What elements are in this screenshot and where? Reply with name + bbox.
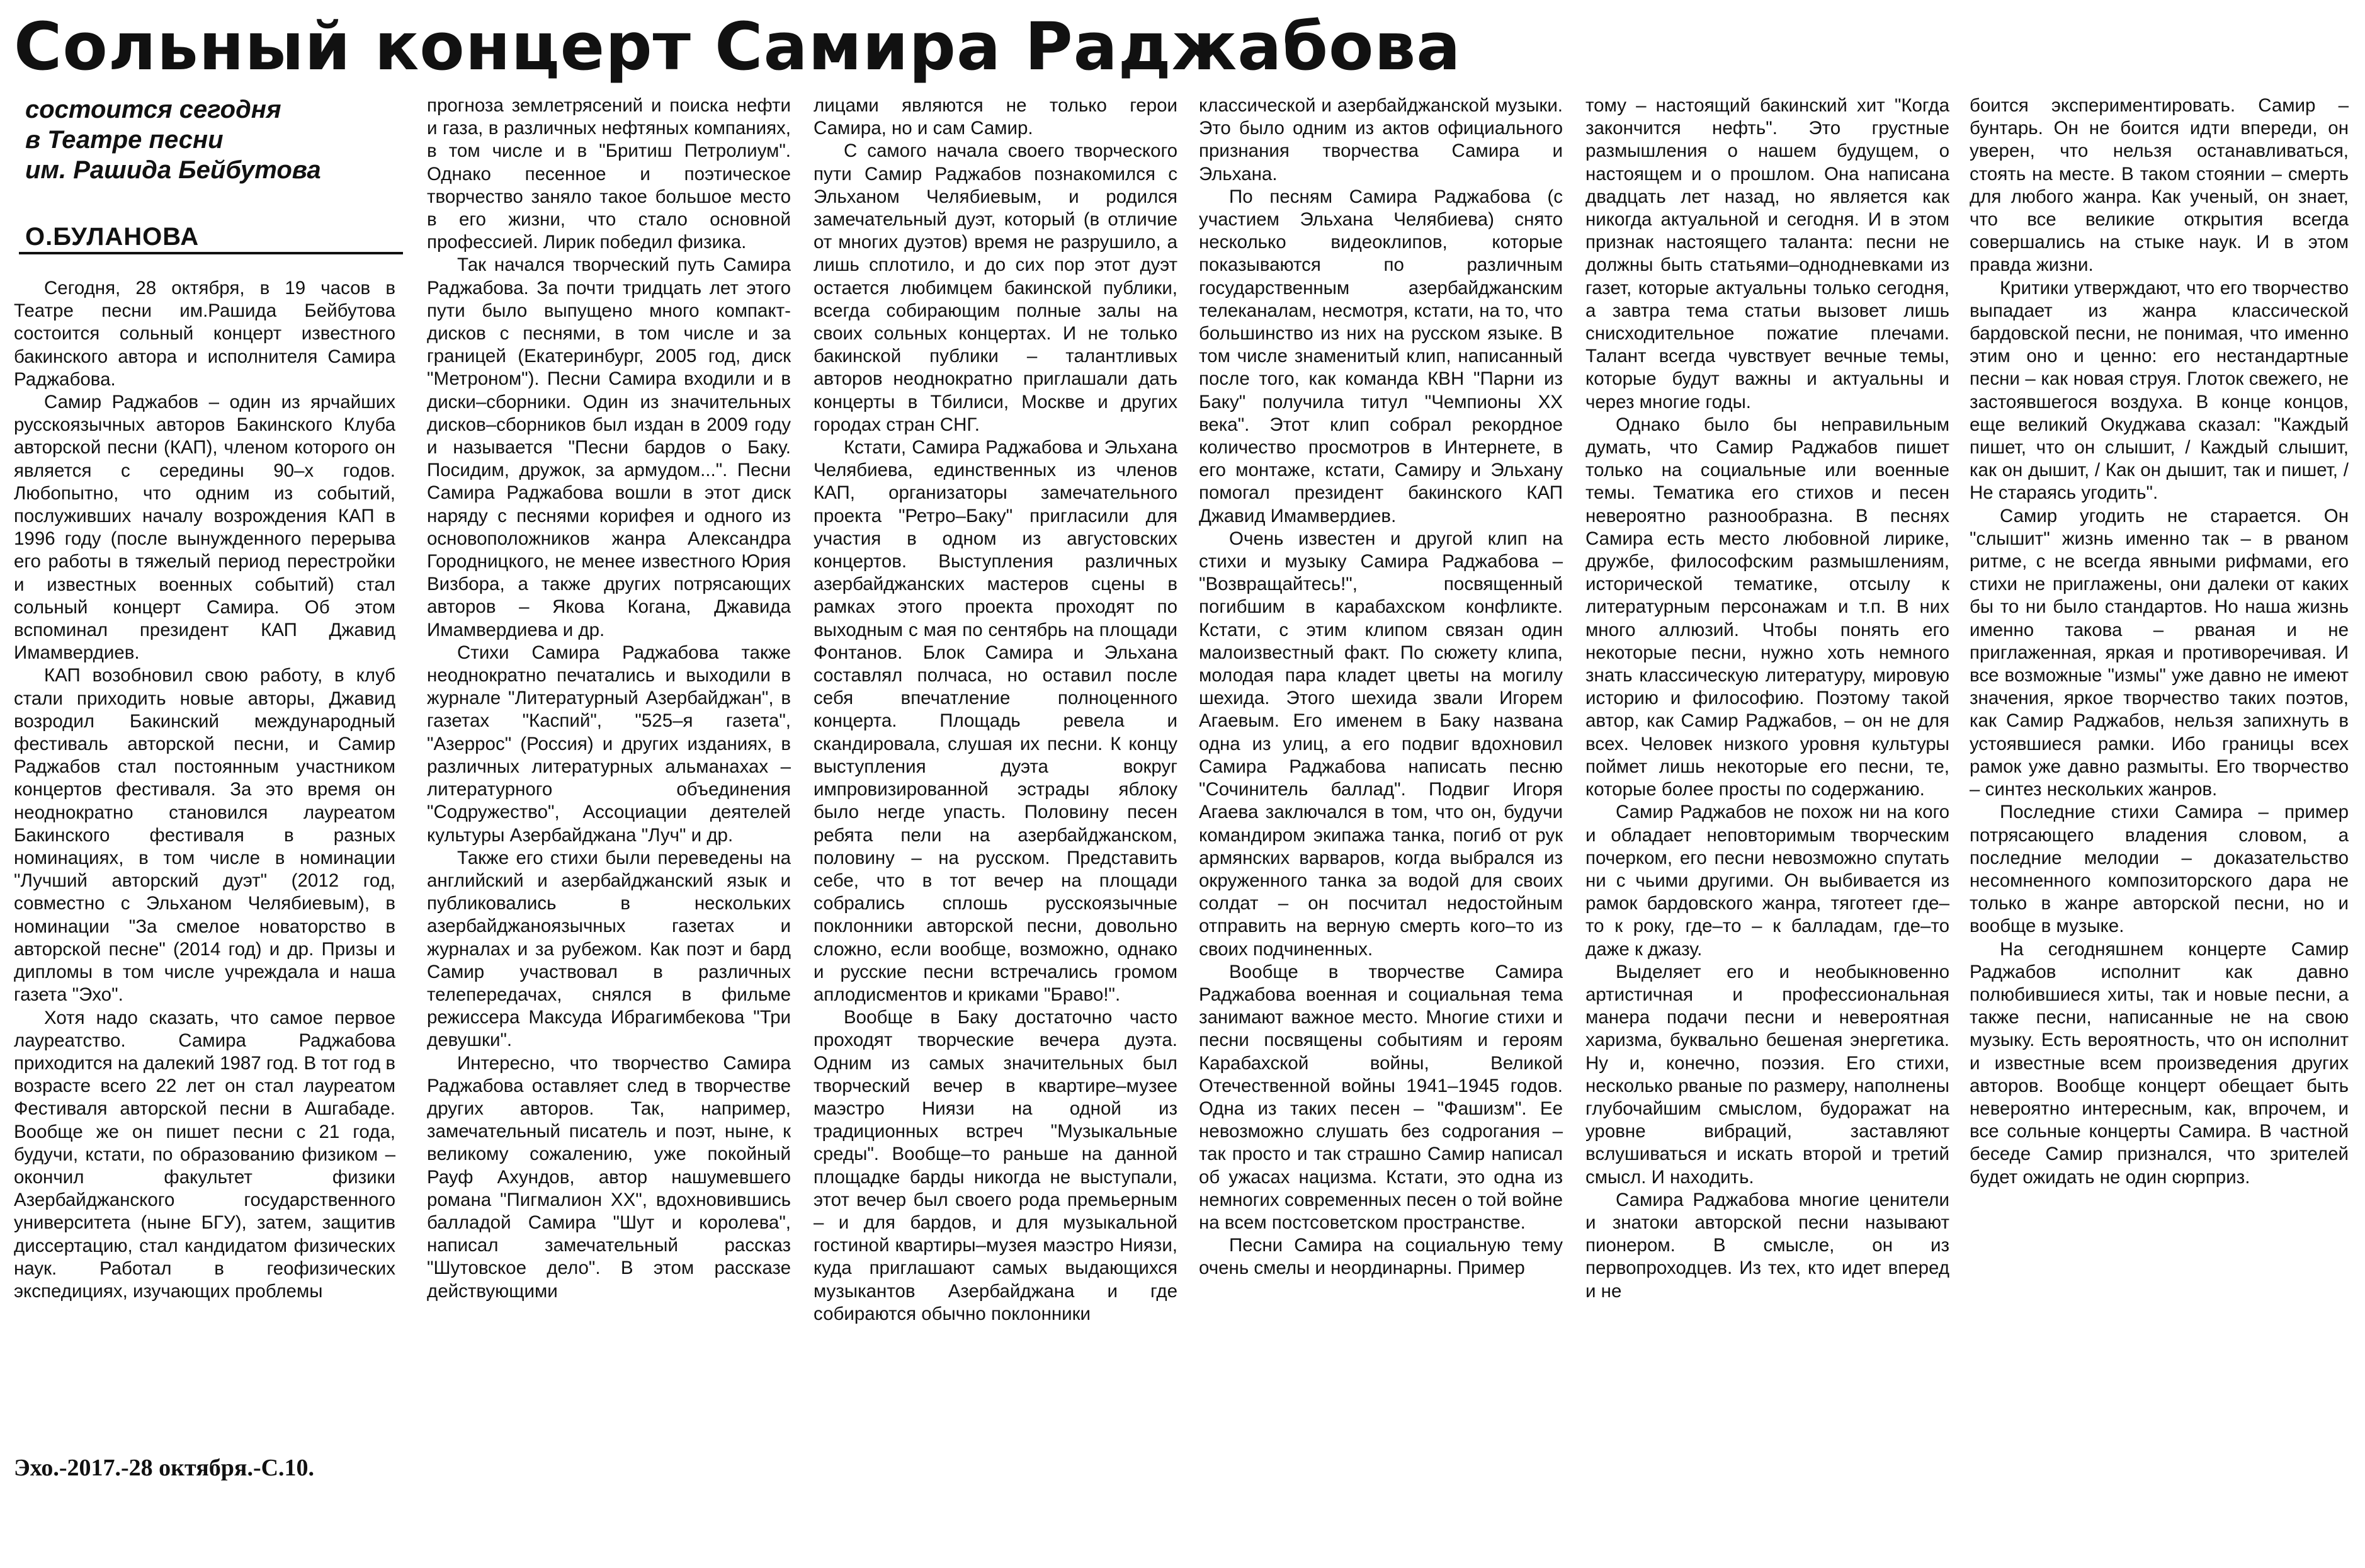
- article-headline: Сольный концерт Самира Раджабова: [14, 8, 1461, 85]
- paragraph: КАП возобновил свою работу, в клуб стали приходить новые авторы, Джавид возродил Бакинский международный фестиваль авторской песни, и Самир Раджабов стал постоянным участником концертов фестиваля. За это время он неоднократно становился лауреатом Бакинского фестиваля в разных номинациях, в том числе в номинации "Лучший авторский дуэт" (2012 год, совместно с Эльханом Челябиевым), в номинации "За смелое новаторство в авторской песне" (2014 год) и др. Призы и дипломы в том числе учреждала и наша газета "Эхо".: [14, 665, 395, 1006]
- subheading-line: в Театре песни: [25, 126, 224, 154]
- paragraph: Так начался творческий путь Самира Раджабова. За почти тридцать лет этого пути было выпущено много компакт-дисков с песнями, в том числе и за границей (Екатеринбург, 2005 год, диск "Метроном"). Песни Самира входили и в диски–сборники. Один из значительных дисков–сборников был издан в 2009 году и называется "Песни бардов о Баку. Посидим, дружок, за армудом...". Песни Самира Раджабова вошли в этот диск наряду с песнями корифея и одного из основоположников жанра Александра Городницкого, не менее известного Юрия Визбора, а также других потрясающих авторов – Якова Когана, Джавида Имамвердиева и др.: [427, 254, 791, 640]
- paragraph: лицами являются не только герои Самира, но и сам Самир.: [814, 95, 1177, 139]
- paragraph: Вообще в творчестве Самира Раджабова военная и социальная тема занимают важное место. Многие стихи и песни посвящены событиям и героям Карабахской войны, Великой Отечественной войны 1941–1945 годов. Одна из таких песен – "Фашизм". Ее невозможно слушать без содрогания – так просто и так страшно Самир написал об ужасах нацизма. Кстати, это одна из немногих современных песен о той войне на всем постсоветском пространстве.: [1199, 961, 1563, 1233]
- paragraph: Выделяет его и необыкновенно артистичная и профессиональная манера подачи песни и невероятная харизма, буквально бешеная энергетика. Ну и, конечно, поэзия. Его стихи, несколько рваные по размеру, наполнены глубочайшим смыслом, будоражат на уровне вибраций, заставляют вслушиваться и искать второй и третий смысл. И находить.: [1585, 961, 1949, 1188]
- paragraph: С самого начала своего творческого пути Самир Раджабов познакомился с Эльханом Челябиевым, и родился замечательный дуэт, который (в отличие от многих дуэтов) время не разрушило, а лишь сплотило, и до сих пор этот дуэт остается любимцем бакинской публики, всегда собирающим полные залы на своих сольных концертах. И не только бакинской публики – талантливых авторов неоднократно приглашали дать концерты в Тбилиси, Москве и других городах стран СНГ.: [814, 140, 1177, 435]
- paragraph: Критики утверждают, что его творчество выпадает из жанра классической бардовской песни, не понимая, что именно этим оно и ценно: его нестандартные песни – как новая струя. Глоток свежего, не застоявшегося воздуха. В конце концов, еще великий Окуджава сказал: "Каждый пишет, что он слышит, / Каждый слышит, как он дышит, / Как он дышит, так и пишет, / Не стараясь угодить".: [1970, 277, 2349, 504]
- paragraph: Вообще в Баку достаточно часто проходят творческие вечера дуэта. Одним из самых значительных был творческий вечер в квартире–музее маэстро Ниязи на одной из традиционных встреч "Музыкальные среды". Вообще–то раньше на данной площадке барды никогда не выступали, этот вечер был своего рода премьерным – и для бардов, и для музыкальной гостиной квартиры–музея маэстро Ниязи, куда приглашают самых выдающихся музыкантов Азербайджана и где собираются обычно поклонники: [814, 1007, 1177, 1324]
- text-column-6: [1970, 94, 2349, 1436]
- text-column-3: [814, 94, 1177, 1436]
- article-subheading: [25, 94, 321, 185]
- paragraph: Самир угодить не старается. Он "слышит" жизнь именно так – в рваном ритме, с не всегда явными рифмами, его стихи не приглажены, они далеки от каких бы то ни было стандартов. Но наша жизнь именно такова – рваная и не приглаженная, яркая и противоречивая. И все возможные "измы" уже давно не имеют значения, яркое творчество таких поэтов, как Самир Раджабов, нельзя запихнуть в устоявшиеся рамки. Ибо границы всех рамок уже давно размыты. Его творчество – синтез нескольких жанров.: [1970, 505, 2349, 800]
- paragraph: Кстати, Самира Раджабова и Эльхана Челябиева, единственных из членов КАП, организаторы замечательного проекта "Ретро–Баку" пригласили для участия в одном из августовских концертов. Выступления различных азербайджанских мастеров сцены в рамках этого проекта проходят по выходным с мая по сентябрь на площади Фонтанов. Блок Самира и Эльхана составлял полчаса, но оставил после себя впечатление полноценного концерта. Площадь ревела и скандировала, слушая их песни. К концу выступления дуэта вокруг импровизированной эстрады яблоку было негде упасть. Половину песен ребята пели на азербайджанском, половину – на русском. Представить себе, что в тот вечер на площади собрались сплошь русскоязычные поклонники авторской песни, довольно сложно, если вообще, возможно, однако и русские песни встречались громом аплодисментов и криками "Браво!".: [814, 437, 1177, 1005]
- paragraph: По песням Самира Раджабова (с участием Эльхана Челябиева) снято несколько видеоклипов, которые показываются по различным государственным азербайджанским телеканалам, несмотря, кстати, на то, что большинство из них на русском языке. В том числе знаменитый клип, написанный после того, как команда КВН "Парни из Баку" получила титул "Чемпионы ХХ века". Этот клип собрал рекордное количество просмотров в Интернете, в его монтаже, кстати, Самиру и Эльхану помогал президент бакинского КАП Джавид Имамвердиев.: [1199, 186, 1563, 526]
- paragraph: Стихи Самира Раджабова также неоднократно печатались и выходили в журнале "Литературный Азербайджан", в газетах "Каспий", "525–я газета", "Азеррос" (Россия) и других изданиях, в различных литературных альманахах – литературного объединения "Содружество", Ассоциации деятелей культуры Азербайджана "Луч" и др.: [427, 642, 791, 846]
- paragraph: Самир Раджабов не похож ни на кого и обладает неповторимым творческим почерком, его песни невозможно спутать ни с чьими другими. Он выбивается из рамок бардовского жанра, тяготеет где–то к року, где–то – к балладам, где–то даже к джазу.: [1585, 802, 1949, 960]
- text-column-1: [14, 277, 395, 1436]
- paragraph: Однако было бы неправильным думать, что Самир Раджабов пишет только на социальные или военные темы. Тематика его стихов и песен невероятно разнообразна. В песнях Самира есть место любовной лирике, дружбе, философским размышлениям, исторической тематике, отсылу к литературным персонажам и т.п. В них много аллюзий. Чтобы понять его некоторые песни, нужно хоть немного знать классическую литературу, мировую историю и философию. Поэтому такой автор, как Самир Раджабов, – он не для всех. Человек низкого уровня культуры поймет лишь некоторые его песни, те, которые более просты по содержанию.: [1585, 414, 1949, 800]
- text-column-5: [1585, 94, 1949, 1436]
- paragraph: Хотя надо сказать, что самое первое лауреатство. Самира Раджабова приходится на далекий 1987 год. В тот год в возрасте всего 22 лет он стал лауреатом Фестиваля авторской песни в Ашгабаде. Вообще же он пишет песни с 21 года, будучи, кстати, по образованию физиком – окончил факультет физики Азербайджанского государственного университета (ныне БГУ), затем, защитив диссертацию, стал кандидатом физических наук. Работал в геофизических экспедициях, изучающих проблемы: [14, 1007, 395, 1302]
- paragraph: прогноза землетрясений и поиска нефти и газа, в различных нефтяных компаниях, в том числе и в "Бритиш Петролиум". Однако песенное и поэтическое творчество заняло такое большое место в его жизни, что стало основной профессией. Лирик победил физика.: [427, 95, 791, 253]
- paragraph: Очень известен и другой клип на стихи и музыку Самира Раджабова – "Возвращайтесь!", посвященный погибшим в карабахском конфликте. Кстати, с этим клипом связан один малоизвестный факт. По сюжету клипа, молодая пара кладет цветы на могилу шехида. Этого шехида звали Игорем Агаевым. Его именем в Баку названа одна из улиц, а его подвиг вдохновил Самира Раджабова написать песню "Сочинитель баллад". Подвиг Игоря Агаева заключался в том, что он, будучи командиром экипажа танка, погиб от рук армянских варваров, когда выбрался из окруженного танка за водой для своих солдат – он посчитал недостойным отправить на верную смерть кого–то из своих подчиненных.: [1199, 528, 1563, 960]
- paragraph: боится экспериментировать. Самир – бунтарь. Он не боится идти впереди, он уверен, что нельзя останавливаться, стоять на месте. В таком стоянии – смерть для любого жанра. Как ученый, он знает, что все великие открытия всегда совершались на стыке наук. И в этом правда жизни.: [1970, 95, 2349, 276]
- subheading-line: состоится сегодня: [25, 96, 281, 123]
- source-citation: Эхо.-2017.-28 октября.-С.10.: [14, 1455, 315, 1481]
- paragraph: классической и азербайджанской музыки. Это было одним из актов официального признания творчества Самира и Эльхана.: [1199, 95, 1563, 185]
- paragraph: Сегодня, 28 октября, в 19 часов в Театре песни им.Рашида Бейбутова состоится сольный концерт известного бакинского автора и исполнителя Самира Раджабова.: [14, 278, 395, 390]
- paragraph: Песни Самира на социальную тему очень смелы и неординарны. Пример: [1199, 1235, 1563, 1279]
- paragraph: Интересно, что творчество Самира Раджабова оставляет след в творчестве других авторов. Так, например, замечательный писатель и поэт, ныне, к великому сожалению, уже покойный Рауф Ахундов, автор нашумевшего романа "Пигмалион ХХ", вдохновившись балладой Самира "Шут и королева", написал замечательный рассказ "Шутовское дело". В этом рассказе действующими: [427, 1052, 791, 1302]
- author-byline: О.БУЛАНОВА: [25, 223, 200, 251]
- paragraph: Последние стихи Самира – пример потрясающего владения словом, а последние мелодии – доказательство несомненного композиторского дара не только в жанре авторской песни, но и вообще в музыке.: [1970, 802, 2349, 937]
- text-column-4: [1199, 94, 1563, 1436]
- byline-underline: [19, 252, 403, 254]
- paragraph: тому – настоящий бакинский хит "Когда закончится нефть". Это грустные размышления о нашем будущем, о настоящем и о прошлом. Она написана двадцать лет назад, но является как никогда актуальной и сегодня. И в этом признак настоящего таланта: песни не должны быть статьями–однодневками из газет, которые актуальны только сегодня, а завтра тема статьи вызовет лишь снисходительное пожатие плечами. Талант всегда чувствует вечные темы, которые будут важны и актуальны и через многие годы.: [1585, 95, 1949, 412]
- paragraph: На сегодняшнем концерте Самир Раджабов исполнит как давно полюбившиеся хиты, так и новые песни, а также песни, написанные не на свою музыку. Есть вероятность, что он исполнит и известные всем произведения других авторов. Вообще концерт обещает быть невероятно интересным, как, впрочем, и все сольные концерты Самира. В частной беседе Самир признался, что зрителей будет ожидать не один сюрприз.: [1970, 938, 2349, 1188]
- paragraph: Также его стихи были переведены на английский и азербайджанский язык и публиковались в нескольких азербайджаноязычных газетах и журналах и за рубежом. Как поэт и бард Самир участвовал в различных телепередачах, снялся в фильме режиссера Максуда Ибрагимбекова "Три девушки".: [427, 847, 791, 1051]
- paragraph: Самир Раджабов – один из ярчайших русскоязычных авторов Бакинского Клуба авторской песни (КАП), членом которого он является с середины 90–х годов. Любопытно, что одним из событий, послуживших началу возрождения КАП в 1996 году (после вынужденного перерыва его работы в тяжелый период перестройки и известных военных событий) стал сольный концерт Самира. Об этом вспоминал президент КАП Джавид Имамвердиев.: [14, 392, 395, 664]
- subheading-line: им. Рашида Бейбутова: [25, 156, 321, 184]
- text-column-2: [427, 94, 791, 1436]
- paragraph: Самира Раджабова многие ценители и знатоки авторской песни называют пионером. В смысле, он из первопроходцев. Из тех, кто идет вперед и не: [1585, 1189, 1949, 1302]
